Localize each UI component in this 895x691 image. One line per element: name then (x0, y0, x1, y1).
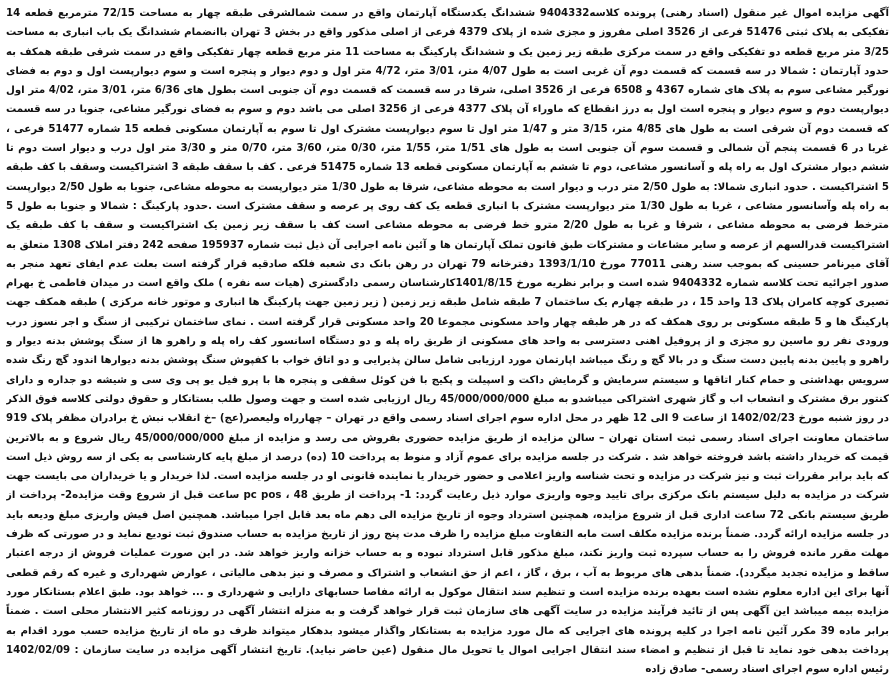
notice-body: آگهی مزایده اموال غیر منقول (اسناد رهنی) پرونده کلاسه9404332 ششدانگ یکدستگاه آپارتمان واقع در سمت شمالشرقی طبقه چهار به مساحت 72/15 مترمربع قطعه 14 تفکیکی به پلاک ثبتی 51476 فرعی از 3526 اصلی مفروز و مجزی شده از پلاک 4379 فرعی از اصلی مذکور واقع در بخش 3 تهران باانضمام ششدانگ یک باب انباری به مساحت 3/25 متر مربع قطعه دو تفکیکی واقع در سمت مرکزی طبقه زیر زمین یک و ششدانگ پارکینگ به مساحت 11 متر مربع قطعه چهار تفکیکی واقع در سمت شرقی طبقه همکف به حدود آپارتمان : شمالا در سه قسمت که قسمت دوم آن غربی است به طول 4/07 متر، 3/01 متر، 4/72 متر اول و دوم دیوار و پنجره است و سوم دیوارپست اول و دوم به فضای نورگیر مشاعی سوم به پلاک های شماره 4367 و 6508 فرعی از 3526 اصلی، شرقا در سه قسمت که قسمت دوم آن جنوبی است بطول های 6/36 متر، 3/01 متر، 4/02 متر اول دیوارپست دوم و سوم دیوار و پنجره است اول به درز انقطاع که ماوراء آن پلاک 4377 فرعی از 3256 اصلی می باشد دوم و سوم به فضای نورگیر مشاعی، جنوبا در سه قسمت که قسمت دوم آن شرقی است به طول های 4/85 متر، 3/15 متر و 1/47 متر اول تا سوم دیوارپست مشترک اول تا سوم به آپارتمان مسکونی قطعه 15 شماره 51477 فرعی ، غربا در 6 قسمت پنجم آن شمالی و قسمت سوم آن جنوبی است به طول های 1/51 متر، 1/55 متر، 0/30 متر، 3/60 متر، 0/70 متر و 3/30 متر اول درب و دیوار است دوم تا ششم دیوار مشترک اول به راه پله و آسانسور مشاعی، دوم تا ششم به آپارتمان مسکونی قطعه 13 شماره 51475 فرعی . کف با سقف طبقه 3 اشتراکیست وسقف با کف طبقه 5 اشتراکیست . حدود انباری شمالا: به طول 2/50 متر درب و دیوار است به محوطه مشاعی، شرقا به طول 1/30 متر دیوارپست به محوطه مشاعی، جنوبا به طول 2/50 دیوارپست به راه پله وآسانسور مشاعی ، غربا به طول 1/30 متر دیوارپست مشترک با انباری قطعه یک کف روی پر عرصه و سقف مشترک است .حدود پارکینگ : شمالا و جنوبا به طول 5 مترخط فرضی به محوطه مشاعی ، شرقا و غربا به طول 2/20 مترو خط فرضی به محوطه مشاعی است کف با سقف زیر زمین یک اشتراکیست و سقف با کف طبقه یک اشتراکیست قدرالسهم از عرصه و سایر مشاعات و مشترکات طبق قانون تملک آپارتمان ها و آئین نامه اجرایی آن ذیل ثبت شماره 195937 صفحه 242 دفتر املاک 1308 متعلق به آقای میرنامر حسینی که بموجب سند رهنی 77011 مورخ 1393/1/10 دفترخانه 79 تهران در رهن بانک دی شعبه فلکه صادقیه قرار گرفته است بعلت عدم ایفای تعهد منجر به صدور اجرائیه تحت کلاسه شماره 9404332 شده است و برابر نظریه مورخ 1401/8/15کارشناسان رسمی دادگستری (هیات سه نفره ) ملک واقع است در میدان فاطمی خ بهرام تصیری کوچه کامران پلاک 13 واحد 15 ، در طبقه چهارم یک ساختمان 7 طبقه شامل طبقه زیر زمین ( زیر زمین جهت پارکینگ ها انباری و موتور خانه مرکزی ) طبقه همکف جهت پارکینگ ها و 5 طبقه مسکونی بر روی همکف که در هر طبقه چهار واحد مسکونی مجموعا 20 واحد مسکونی قرار گرفته است . نمای ساختمان ترکیبی از سنگ و اجر نسوز درب ورودی نفر رو ماسین رو مجزی و از پروفیل اهنی دسترسی به واحد های مسکونی از طریق راه پله و دو دستگاه اسانسور کف راه پله و راهرو ها از سنگ پوشش بدنه دیوار و راهرو و پایین بدنه پایین دست سنگ و در بالا گچ و رنگ میباشد اپارتمان مورد ارزیابی شامل سالن پذیرایی و دو اتاق خواب با کفپوش سنگ پوشش بدنه دیوارها اندود گچ رنگ شده سرویس بهداشتی و حمام کنار اتاقها و سیستم سرمایش و گرمایش داکت و اسپیلت و پکیج با فن کوئل سقفی و پنجره ها با پرو فیل یو پی وی سی و شیشه دو جداره و دارای کنتور برق مشترک و انشعاب اب و گاز شهری اشتراکی میباشدو به مبلغ 45/000/000/000 ریال ارزیابی شده است و جهت وصول طلب بستانکار و حقوق دولتی کلاسه فوق الذکر در روز شنبه مورخ 1402/02/23 از ساعت 9 الی 12 ظهر در محل اداره سوم اجرای اسناد رسمی واقع در تهران – چهارراه ولیعصر(عج) –خ انقلاب نبش خ برادران مظفر پلاک 919 ساختمان معاونت اجرای اسناد رسمی ثبت استان تهران – سالن مزایده از طریق مزایده حضوری بفروش می رسد و مزایده از مبلغ 45/000/000/000 ریال شروع و به بالاترین قیمت که خریدار داشته باشد فروخته خواهد شد . شرکت در جلسه مزایده برای عموم آزاد و منوط به پرداخت 10 (ده) درصد از مبلغ پایه کارشناسی به یکی از سه روش ذیل است که باید برابر مقررات ثبت و نیز شرکت در مزایده و تحت شناسه واریز اعلامی و حضور خریدار یا نماینده قانونی او در جلسه مزایده است. لذا خریدار و یا خریداران می بایست جهت شرکت در مزایده به دلیل سیستم بانک مرکزی برای تایید وجوه واریزی موارد ذیل رعایت گردد: 1- پرداخت از طریق pc pos ، 48 ساعت قبل از شروع وقت مزایده2- پرداخت از طریق سیستم بانکی 72 ساعت اداری قبل از شروع مزایده، همچنین استرداد وجوه از تاریخ مزایده الی دهم ماه بعد قابل اجرا میباشد. همچنین اصل فیش واریزی مبلغ ودیعه باید در جلسه مزایده ارائه گردد. ضمناً برنده مزایده مکلف است مابه التفاوت مبلغ مزایده را ظرف مدت پنج روز از تاریخ مزایده به حساب صندوق ثبت تودیع نماید و در صورتی که ظرف مهلت مقرر مانده فروش را به حساب سپرده ثبت واریز نکند، مبلغ مذکور قابل استرداد نبوده و به حساب خزانه واریز خواهد شد. در این صورت عملیات فروش از درجه اعتبار ساقط و مزایده تجدید میگردد). ضمناً بدهی های مربوط به آب ، برق ، گاز ، اعم از حق انشعاب و اشتراک و مصرف و نیز بدهی مالیاتی ، عوارض شهرداری و غیره که رقم قطعی آنها برای این اداره معلوم نشده است بعهده برنده مزایده است و تنظیم سند انتقال موکول به ارائه مفاصا حسابهای دارایی و شهرداری و ... خواهد بود. طبق اعلام بستانکار مورد مزایده بیمه میباشد این آگهی پس از تائید فرآیند مزایده در سایت آگهی های سازمان ثبت قرار خواهد گرفت و به منزله انتشار آگهی در روزنامه کثیر الانتشار محلی است . ضمناً برابر ماده 39 مکرر آئین نامه اجرا در کلیه پرونده های اجرایی که مال مورد مزایده به بستانکار واگذار میشود بدهکار میتواند ظرف دو ماه از تاریخ مزایده حسب مورد اقدام به پرداخت بدهی خود نماید تا قبل از تنظیم و امضاء سند انتقال اجرایی اموال یا تحویل مال منقول (عین حاضر نیاید). تاریخ انتشار آگهی مزایده در سایت سازمان : 1402/02/09 رئیس اداره سوم اجرای اسناد رسمی- صادق زاده (6, 8, 889, 676)
auction-notice-text (6, 4, 889, 688)
